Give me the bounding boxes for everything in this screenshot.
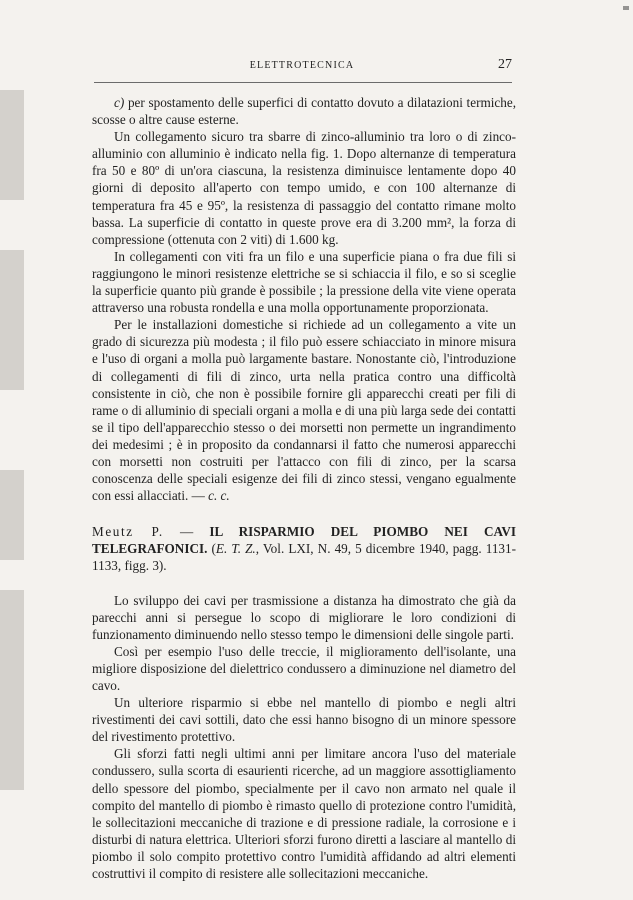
paragraph: Gli sforzi fatti negli ultimi anni per limitare ancora l'uso del materiale condussero, sulla scorta di esaurienti ricerche, ad un maggiore assottigliamento dello spessore del piombo, specialmente per il cavo non armato nel quale il compito del mantello di piombo è rimasto quello di protezione contro l'umidità, le sollecitazioni meccaniche di trazione e di pressione radiale, la corrosione e i disturbi di natura elettrica. Ulteriori sforzi furono diretti a lasciare al mantello di piombo il solo compito protettivo contro l'umidità affidando ad altri elementi costruttivi il compito di resistere alle sollecitazioni meccaniche. bbox=[92, 746, 516, 882]
list-marker: c) bbox=[114, 95, 125, 110]
page-header bbox=[92, 56, 512, 78]
margin-bleed-through bbox=[0, 590, 24, 790]
paragraph bbox=[92, 316, 516, 504]
article-heading bbox=[92, 523, 516, 574]
paragraph: Lo sviluppo dei cavi per trasmissione a distanza ha dimostrato che già da parecchi anni si persegue lo scopo di migliorare le loro condizioni di funzionamento diminuendo nello stesso tempo le dimensioni delle singole parti. bbox=[92, 592, 516, 642]
margin-bleed-through bbox=[0, 90, 24, 200]
running-title: ELETTROTECNICA bbox=[249, 60, 355, 71]
corner-mark bbox=[623, 6, 629, 10]
article-source-details: , Vol. LXI, N. 49, 5 dicembre 1940, pagg. 1131-1133, figg. 3). bbox=[92, 541, 516, 574]
source-open: ( bbox=[207, 541, 216, 557]
signature: c. c. bbox=[208, 488, 230, 504]
article-title: IL RISPARMIO DEL PIOMBO NEI CAVI TELEGRAFONICI. bbox=[92, 524, 516, 557]
paragraph: Un ulteriore risparmio si ebbe nel mantello di piombo e negli altri rivestimenti dei cavi sottili, dato che essi hanno bisogno di un minore spessore del rivestimento protettivo. bbox=[92, 695, 516, 745]
article-source: E. T. Z. bbox=[215, 541, 256, 557]
margin-bleed-through bbox=[0, 250, 24, 390]
paragraph-text: per spostamento delle superfici di contatto dovuto a dilatazioni termiche, scosse o altre cause esterne. bbox=[92, 95, 516, 128]
paragraph: Così per esempio l'uso delle treccie, il miglioramento dell'isolante, una migliore disposizione del dielettrico condussero a diminuzione nel diametro del cavo. bbox=[92, 643, 516, 693]
paragraph: Un collegamento sicuro tra sbarre di zinco-alluminio tra loro o di zinco-alluminio con alluminio è indicato nella fig. 1. Dopo alternanze di temperatura fra 50 e 80º di un'ora ciascuna, la resistenza diminuisce lentamente dopo 40 giorni di deposito all'aperto con tempo umido, e con 100 alternanze di temperatura fra 45 e 95º, la resistenza di passaggio del contatto rimane molto bassa. La superficie di contatto in queste prove era di 3.200 mm², la forza di compressione (ottenuta con 2 viti) di 1.600 kg. bbox=[92, 129, 516, 247]
heading-dash: — bbox=[163, 524, 210, 540]
paragraph-text: Per le installazioni domestiche si richiede ad un collegamento a vite un grado di sicurezza più modesta ; il filo può essere schiacciato in minore misura e l'uso di organi a molla può largamente bastare. Nonostante ciò, l'introduzione di collegamenti di fili di zinco, urta nella pratica contro una difficoltà consistente in ciò, che non è possibile fornire gli apparecchi creati per fili di rame o di alluminio di speciali organi a molla e di una più larga sede dei contatti se il tipo dell'apparecchio stesso o dei morsetti non permette un ingrandimento dei medesimi ; è in proposito da condannarsi il fatto che numerosi apparecchi con morsetti non costruiti per l'attacco con fili di zinco, per la scarsa conoscenza delle speciali esigenze dei fili di zinco stessi, vengano egualmente con essi allacciati. — bbox=[92, 317, 516, 504]
paragraph bbox=[92, 94, 516, 128]
paragraph: In collegamenti con viti fra un filo e una superficie piana o fra due fili si raggiungono le minori resistenze elettriche se si schiaccia il filo, e so si sceglie la superficie quanto più grande è possibile ; la pressione della vite viene operata attraverso una robusta rondella e una molla opportunamente proporzionata. bbox=[92, 248, 516, 316]
page-body bbox=[92, 94, 516, 882]
page-number: 27 bbox=[498, 57, 512, 72]
article-author: Meutz P. bbox=[92, 524, 164, 540]
margin-bleed-through bbox=[0, 470, 24, 560]
header-rule bbox=[94, 82, 512, 83]
